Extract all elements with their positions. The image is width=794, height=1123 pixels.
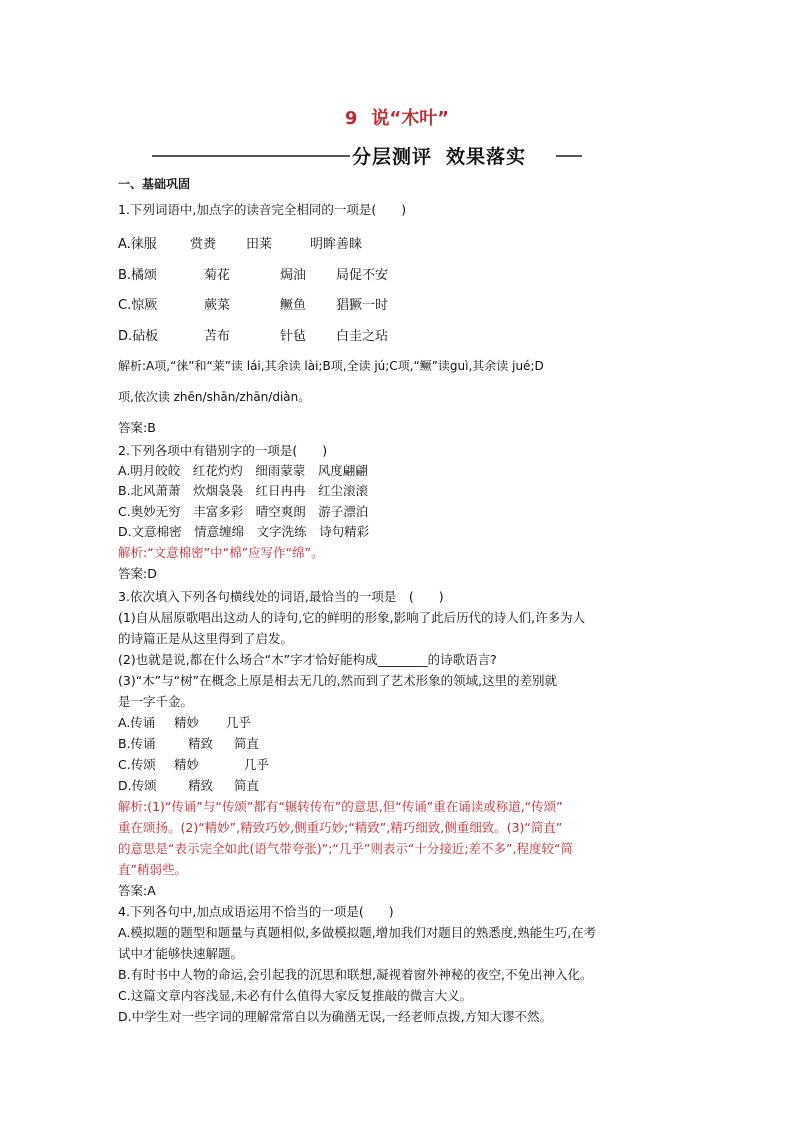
q4-option-c: C.这篇文章内容浅显,未必有什么值得大家反复推敲的微言大义。	[118, 988, 473, 1003]
q1-option-d: D.砧板 苫布 针毡 白圭之玷	[118, 329, 389, 344]
q2-option-b: B.北风萧萧 炊烟袅袅 红日冉冉 红尘滚滚	[118, 483, 369, 498]
q3-sentence2: (2)也就是说,都在什么场合“木”字才恰好能构成________的诗歌语言?	[118, 652, 497, 667]
banner-text	[352, 142, 526, 169]
q3-sentence1-line1: (1)自从屈原歌唱出这动人的诗句,它的鲜明的形象,影响了此后历代的诗人们,许多为人	[118, 610, 586, 625]
q3-option-b: B.传诵 精致 简直	[118, 736, 260, 751]
q3-option-d: D.传颂 精致 简直	[118, 778, 260, 793]
q3-option-a: A.传诵 精妙 几乎	[118, 715, 252, 730]
q3-answer: 答案:A	[118, 883, 156, 898]
q3-sentence3-line1: (3)“木”与“树”在概念上原是相去无几的,然而到了艺术形象的领域,这里的差别就	[118, 673, 558, 688]
banner-rule-left	[152, 155, 350, 157]
q3-stem: 3.依次填入下列各句横线处的词语,最恰当的一项是 ( )	[118, 589, 444, 604]
banner-rule-right	[556, 155, 582, 157]
section-banner	[152, 142, 572, 168]
q1-analysis-line2: 项,依次读 zhēn/shān/zhān/diàn。	[118, 390, 311, 404]
q2-answer: 答案:D	[118, 566, 157, 581]
section-heading: 一、基础巩固	[118, 177, 191, 191]
q2-option-d: D.文意棉密 情意缠绵 文字洗练 诗句精彩	[118, 524, 370, 539]
q4-option-a-line2: 试中才能够快速解题。	[118, 946, 244, 961]
page-title	[0, 104, 794, 130]
q2-stem: 2.下列各项中有错别字的一项是( )	[118, 443, 328, 458]
q3-analysis-line3: 的意思是“表示完全如此(语气带夸张)”;“几乎”则表示“十分接近;差不多”,程度较“简	[118, 841, 573, 856]
lesson-number: 9	[344, 108, 358, 129]
q3-option-c: C.传颂 精妙 几乎	[118, 757, 270, 772]
q4-stem: 4.下列各句中,加点成语运用不恰当的一项是( )	[118, 904, 394, 919]
q1-option-a: A.徕服 赏赉 田莱 明眸善睐	[118, 237, 363, 252]
q2-option-a: A.明月皎皎 红花灼灼 细雨蒙蒙 风度翩翩	[118, 463, 368, 478]
q1-option-b: B.橘颂 菊花 焗油 局促不安	[118, 268, 389, 283]
q4-option-d: D.中学生对一些字词的理解常常自以为确凿无误,一经老师点拨,方知大谬不然。	[118, 1009, 553, 1024]
q3-sentence1-line2: 的诗篇正是从这里得到了启发。	[118, 631, 294, 646]
q3-analysis-line2: 重在颂扬。(2)“精妙”,精致巧妙,侧重巧妙;“精致”,精巧细致,侧重细致。(3)“简直”	[118, 820, 563, 835]
q3-analysis-line4: 直”稍弱些。	[118, 862, 187, 877]
q1-analysis-line1: 解析:A项,“徕”和“莱”读 lái,其余读 lài;B项,全读 jú;C项,“鳜”读guì,其余读 jué;D	[118, 359, 544, 373]
q3-analysis-line1: 解析:(1)“传诵”与“传颂”都有“辗转传布”的意思,但“传诵”重在诵读或称道,“传颂”	[118, 799, 563, 814]
lesson-title: 说“木叶”	[371, 108, 450, 129]
q1-answer: 答案:B	[118, 420, 156, 435]
banner-part1: 分层测评	[352, 146, 433, 168]
q4-option-b: B.有时书中人物的命运,会引起我的沉思和联想,凝视着窗外神秘的夜空,不免出神入化。	[118, 967, 593, 982]
q2-option-c: C.奥妙无穷 丰富多彩 晴空爽朗 游子漂泊	[118, 504, 369, 519]
q2-analysis: 解析:“文意棉密”中“棉”应写作“绵”。	[118, 545, 324, 560]
q3-sentence3-line2: 是一字千金。	[118, 694, 194, 709]
q1-stem: 1.下列词语中,加点字的读音完全相同的一项是( )	[118, 202, 407, 217]
q4-option-a-line1: A.模拟题的题型和题量与真题相似,多做模拟题,增加我们对题目的熟悉度,熟能生巧,在考	[118, 925, 597, 940]
q1-option-c: C.惊厥 蕨菜 鳜鱼 猖獗一时	[118, 298, 389, 313]
banner-part2: 效果落实	[446, 146, 527, 168]
